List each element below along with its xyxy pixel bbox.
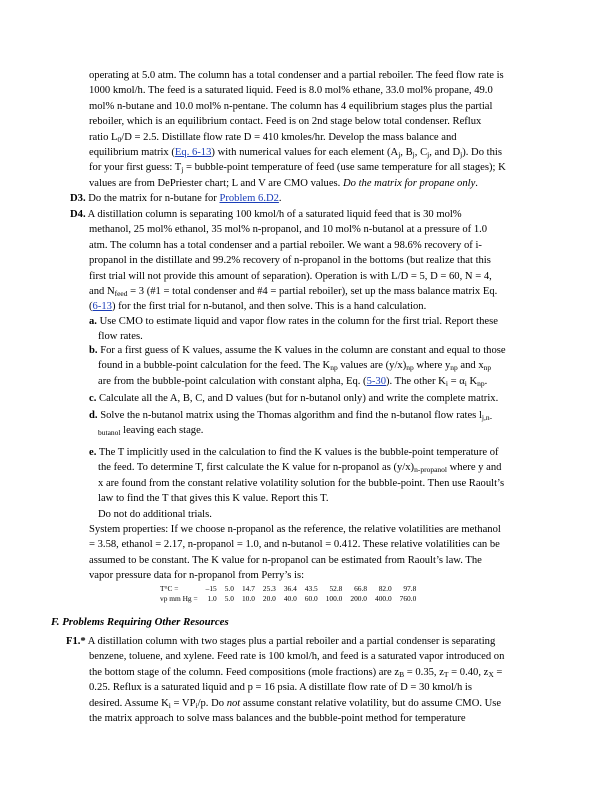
subitem-label: a.	[89, 316, 97, 327]
text-line: System properties: If we choose n-propanol as the reference, the relative volatilities are methanol	[89, 524, 501, 535]
subitem-label: e.	[89, 447, 97, 458]
text-line: reboiler, which is an equilibrium contact. Feed is on 2nd stage below total condenser. Reflux	[89, 116, 482, 128]
vapor-pressure-table	[160, 584, 420, 604]
table-cell: 1.0	[207, 594, 217, 603]
table-cell: 100.0	[325, 594, 343, 603]
table-cell: 400.0	[375, 594, 392, 603]
text-line: vapor pressure data for n-propanol from Perry’s is:	[89, 570, 305, 582]
text-line: $_{butanol}$ leaving each stage.	[98, 425, 204, 438]
text-line: assumed to be constant. The K value for n-propanol can be estimated from Raoult’s law. The	[89, 554, 482, 566]
table-cell: 82.0	[378, 584, 392, 593]
equation-link[interactable]: 6-13	[92, 301, 112, 313]
text-line: mol% n-butane and 10.0 mol% n-pentane. The column has 4 equilibrium stages plus the partial	[89, 100, 493, 112]
subitem-c: c. Calculate all the A, B, C, and D values (but for n-butanol only) and write the complete matrix.	[89, 393, 499, 404]
problem-d4	[70, 207, 462, 222]
text-line: x are found from the constant relative volatility solution for the bubble-point. Then use Raoult’s	[98, 477, 505, 489]
text-line: desired. Assume $K_i = VP_i/p$. Do not assume constant relative volatility, but do assume CMO. Use	[89, 697, 502, 710]
row-header: T°C =	[160, 584, 179, 593]
problem-f1: F1.* A distillation column with two stages plus a partial reboiler and a partial condenser is separating	[66, 636, 496, 647]
text-line: the bottom stage of the column. Feed compositions (mole fractions) are $z_B = 0.35$, $z_T = 0.40$, $z_X$ =	[89, 666, 503, 679]
subitem-label: c.	[89, 393, 97, 404]
text-line: the matrix approach to solve mass balances and the bubble-point method for temperature	[89, 713, 466, 725]
subitem-d	[89, 408, 492, 439]
subitem-e	[89, 445, 504, 522]
table-cell: 20.0	[262, 594, 276, 603]
problem-f1-body	[89, 649, 504, 726]
table-cell: 97.8	[403, 584, 417, 593]
text-line: atm. The column has a total condenser and a partial reboiler. We want a 98.6% recovery of i-	[89, 239, 482, 251]
text-line: values are from DePriester chart; L and V are CMO values. Do the matrix for propane only.	[89, 177, 478, 189]
text-line: b. For a first guess of K values, assume the K values in the column are constant and equal to those	[89, 345, 506, 356]
text-line: for your first guess: $T_j$ = bubble-point temperature of feed (use same temperature for all stages); K	[89, 162, 506, 175]
table-cell: 10.0	[241, 594, 255, 603]
text-line: D4. A distillation column is separating 100 kmol/h of a saturated liquid feed that is 30 mol%	[70, 209, 462, 220]
row-header: vp mm Hg =	[160, 594, 198, 603]
subitem-label: d.	[89, 410, 98, 421]
text-line: propanol in the distillate and 99.2% recovery of n-propanol in the bottoms (but realize that this	[89, 255, 491, 267]
equation-link[interactable]: 5-30	[366, 375, 387, 387]
table-cell: –15	[205, 584, 217, 593]
text-line: (6-13) for the first trial for n-butanol, and then solve. This is a hand calculation.	[89, 301, 427, 313]
table-cell: 60.0	[304, 594, 318, 603]
table-cell: 40.0	[283, 594, 297, 603]
text-line: benzene, toluene, and xylene. Feed rate is 100 kmol/h, and feed is a saturated vapor introduced on	[89, 651, 505, 663]
table-row	[160, 594, 420, 604]
text-line: and $N_{feed} = 3$ (#1 = total condenser and #4 = partial reboiler), set up the mass balance matrix Eq.	[89, 286, 498, 299]
problem-label: D3.	[70, 193, 86, 204]
section-heading: F. Problems Requiring Other Resources	[51, 616, 229, 628]
problem-label: F1.*	[66, 636, 86, 647]
table-cell: 36.4	[283, 584, 297, 593]
problem-link[interactable]: Problem 6.D2	[219, 193, 279, 204]
problem-d3: D3. Do the matrix for n-butane for Problem 6.D2.	[70, 193, 282, 204]
table-cell: 52.8	[329, 584, 343, 593]
table-cell: 25.3	[262, 584, 276, 593]
text-line: Do not do additional trials.	[98, 508, 212, 520]
subitem-b	[89, 343, 506, 389]
subitem-label: b.	[89, 345, 98, 356]
text-line: ratio $L_0/D = 2.5$. Distillate flow rate D = 410 kmoles/hr. Develop the mass balance and	[89, 131, 457, 144]
table-cell: 5.0	[224, 584, 234, 593]
table-cell: 66.8	[354, 584, 368, 593]
text-line: d. Solve the n-butanol matrix using the Thomas algorithm and find the n-butanol flow rates $l_{j,n-}$	[89, 410, 493, 422]
equation-link[interactable]: Eq. 6-13	[174, 147, 212, 159]
text-line: are from the bubble-point calculation with constant alpha, Eq. (5-30). The other $K_i = \alpha_i$ $K_{np}$.	[98, 375, 488, 388]
text-line: flow rates.	[98, 331, 143, 343]
system-properties	[89, 522, 501, 584]
table-cell: 14.7	[241, 584, 255, 593]
problem-d4-body	[89, 222, 497, 314]
text-line: law to find the T that gives this K value. Report this T.	[98, 493, 329, 505]
table-cell: 200.0	[350, 594, 368, 603]
table-cell: 760.0	[399, 594, 417, 603]
problem-label: D4.	[70, 209, 86, 220]
text-line: methanol, 25 mol% ethanol, 35 mol% n-propanol, and 10 mol% n-butanol at a pressure of 1.0	[89, 224, 488, 236]
text-line: 0.25. Reflux is a saturated liquid and p = 16 psia. A distillate flow rate of D = 30 kmol/h is	[89, 682, 472, 694]
text-line: e. The T implicitly used in the calculation to find the K values is the bubble-point temperature of	[89, 447, 499, 458]
text-line: a. Use CMO to estimate liquid and vapor flow rates in the column for the first trial. Report these	[89, 316, 498, 327]
problem-d2-continuation	[89, 68, 506, 191]
table-cell: 5.0	[224, 594, 234, 603]
table-row	[160, 584, 420, 594]
text-line: first trial will not provide this amount of separation). Operation is with L/D = 5, D = 60, N = 4,	[89, 270, 492, 282]
text-line: 1000 kmol/h. The feed is a saturated liquid. Feed is 8.0 mol% ethane, 33.0 mol% propane, 49.0	[89, 85, 493, 97]
text-line: equilibrium matrix (Eq. 6-13) with numerical values for each element ($A_j$, $B_j$, $C_j$, and $D_j$). Do this	[89, 147, 502, 160]
text-line: = 3.58, ethanol = 2.17, n-propanol = 1.0, and n-butanol = 0.412. These relative volatilities can be	[89, 539, 500, 551]
text-line: operating at 5.0 atm. The column has a total condenser and a partial reboiler. The feed flow rate is	[89, 70, 504, 81]
text-line: the feed. To determine T, first calculate the K value for n-propanol as $(y/x)_{n-propanol}$ where y and	[98, 462, 502, 475]
text-line: found in a bubble-point calculation for the feed. The $K_{np}$ values are $(y/x)_{np}$ where $y_{np}$ and $x_{np}$	[98, 360, 492, 373]
table-cell: 43.5	[304, 584, 318, 593]
subitem-a	[89, 314, 498, 345]
